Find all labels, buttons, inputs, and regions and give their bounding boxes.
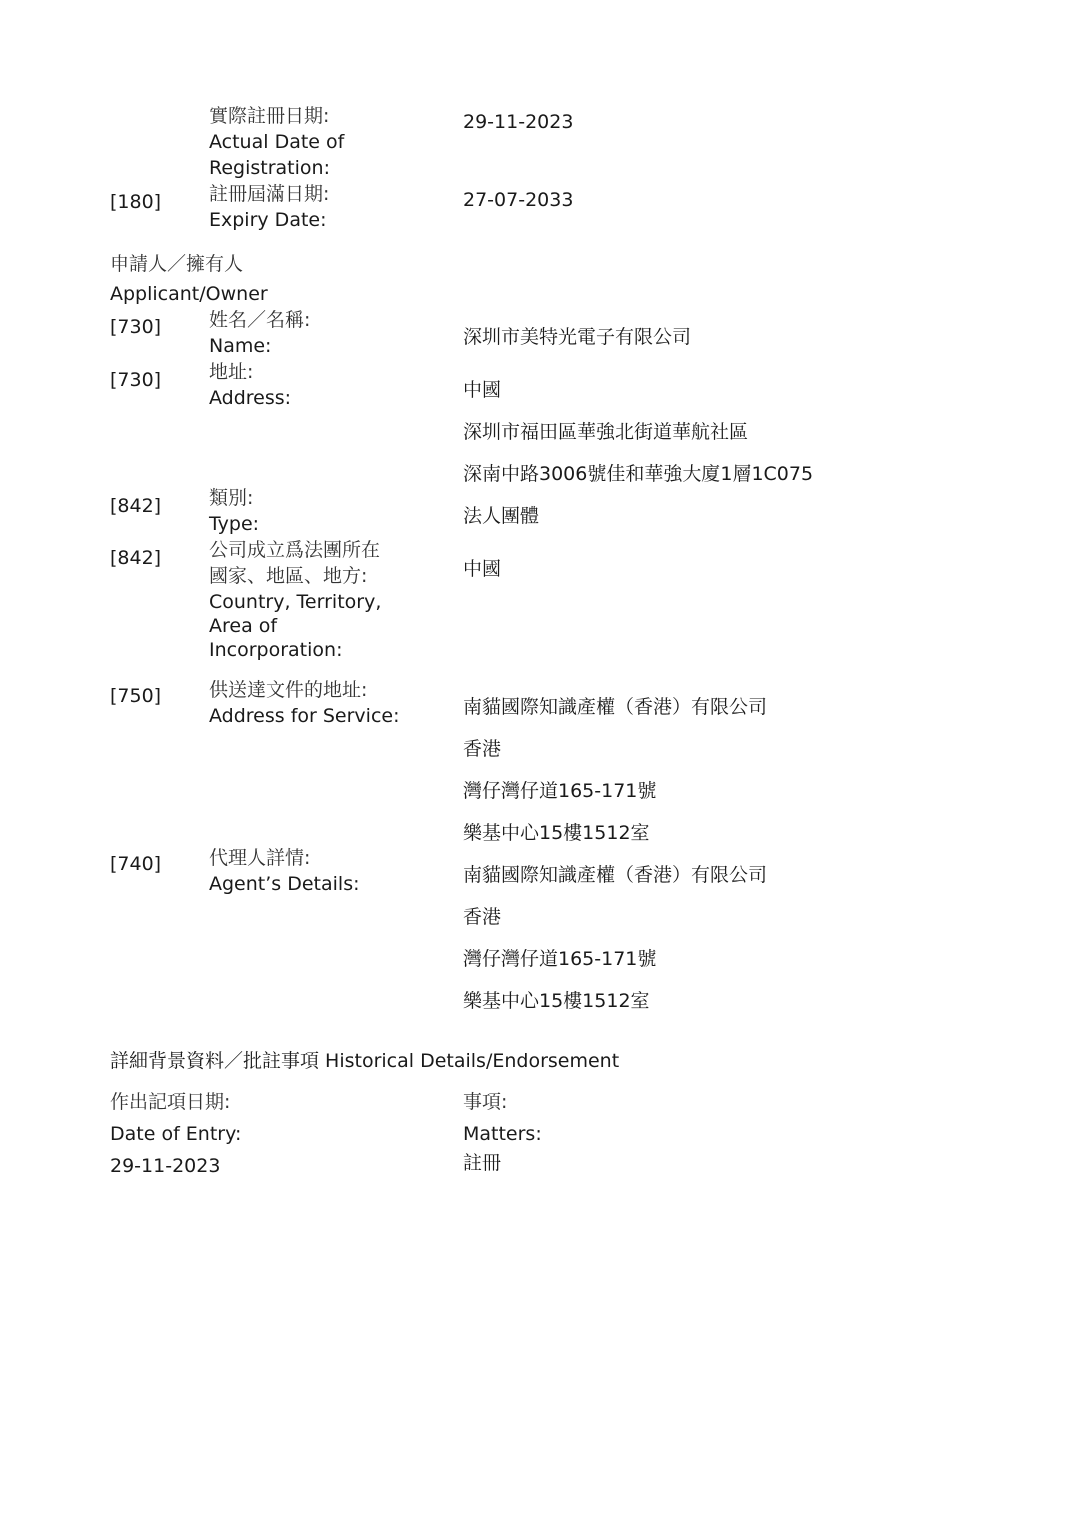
country-value: 中國 <box>463 558 502 580</box>
expiry-label-zh: 註冊屆滿日期: <box>209 183 330 205</box>
country-code: [842] <box>110 547 162 569</box>
actual-date-value: 29-11-2023 <box>463 111 574 133</box>
address-line-1: 中國 <box>463 379 502 401</box>
agent-label-zh: 代理人詳情: <box>209 847 311 869</box>
history-date-label-zh: 作出記項日期: <box>110 1091 231 1113</box>
actual-date-label-en-1: Actual Date of <box>209 131 345 153</box>
name-label-en: Name: <box>209 335 272 357</box>
actual-date-label-en-2: Registration: <box>209 157 330 179</box>
service-line-1: 南貓國際知識產權（香港）有限公司 <box>463 696 768 718</box>
agent-label-en: Agent’s Details: <box>209 873 360 895</box>
actual-date-label-zh: 實際註冊日期: <box>209 105 330 127</box>
address-line-2: 深圳市福田區華強北街道華航社區 <box>463 421 749 443</box>
applicant-heading <box>110 249 268 309</box>
agent-line-4: 樂基中心15樓1512室 <box>463 990 650 1012</box>
address-code: [730] <box>110 369 162 391</box>
service-line-3: 灣仔灣仔道165-171號 <box>463 780 657 802</box>
address-label-zh: 地址: <box>209 361 254 383</box>
address-line-3: 深南中路3006號佳和華強大廈1層1C075 <box>463 463 814 485</box>
expiry-code: [180] <box>110 191 162 213</box>
actual-date-label <box>209 103 344 181</box>
country-label-zh-2: 國家、地區、地方: <box>209 565 368 587</box>
service-label-zh: 供送達文件的地址: <box>209 679 368 701</box>
type-value: 法人團體 <box>463 505 540 527</box>
country-label-en-3: Incorporation: <box>209 639 343 661</box>
type-label-zh: 類別: <box>209 487 254 509</box>
applicant-heading-en: Applicant/Owner <box>110 283 268 305</box>
history-matters-label-zh: 事項: <box>463 1091 508 1113</box>
country-label-zh-1: 公司成立爲法團所在 <box>209 539 381 561</box>
service-line-4: 樂基中心15樓1512室 <box>463 822 650 844</box>
address-label <box>209 359 291 411</box>
service-label <box>209 677 400 729</box>
country-label-en-2: Area of <box>209 615 278 637</box>
expiry-value: 27-07-2033 <box>463 189 574 211</box>
history-matters-value: 註冊 <box>463 1152 502 1174</box>
applicant-heading-zh: 申請人／擁有人 <box>110 253 244 275</box>
type-code: [842] <box>110 495 162 517</box>
country-label-en-1: Country, Territory, <box>209 591 382 613</box>
type-label <box>209 485 259 537</box>
history-matters-label-en: Matters: <box>463 1123 542 1145</box>
agent-code: [740] <box>110 853 162 875</box>
history-matters-block <box>463 1086 542 1176</box>
expiry-label <box>209 181 329 233</box>
type-label-en: Type: <box>209 513 260 535</box>
history-date-value: 29-11-2023 <box>110 1155 221 1177</box>
country-label <box>209 537 381 663</box>
expiry-label-en: Expiry Date: <box>209 209 327 231</box>
address-label-en: Address: <box>209 387 292 409</box>
service-line-2: 香港 <box>463 738 502 760</box>
name-label <box>209 307 310 359</box>
service-label-en: Address for Service: <box>209 705 400 727</box>
history-date-label-en: Date of Entry: <box>110 1123 242 1145</box>
agent-label <box>209 845 360 897</box>
service-code: [750] <box>110 685 162 707</box>
name-code: [730] <box>110 316 162 338</box>
agent-line-1: 南貓國際知識產權（香港）有限公司 <box>463 864 768 886</box>
history-heading: 詳細背景資料／批註事項 Historical Details/Endorsement <box>110 1050 620 1072</box>
agent-line-2: 香港 <box>463 906 502 928</box>
owner-name-value: 深圳市美特光電子有限公司 <box>463 326 692 348</box>
history-date-block <box>110 1086 241 1182</box>
name-label-zh: 姓名／名稱: <box>209 309 311 331</box>
agent-line-3: 灣仔灣仔道165-171號 <box>463 948 657 970</box>
